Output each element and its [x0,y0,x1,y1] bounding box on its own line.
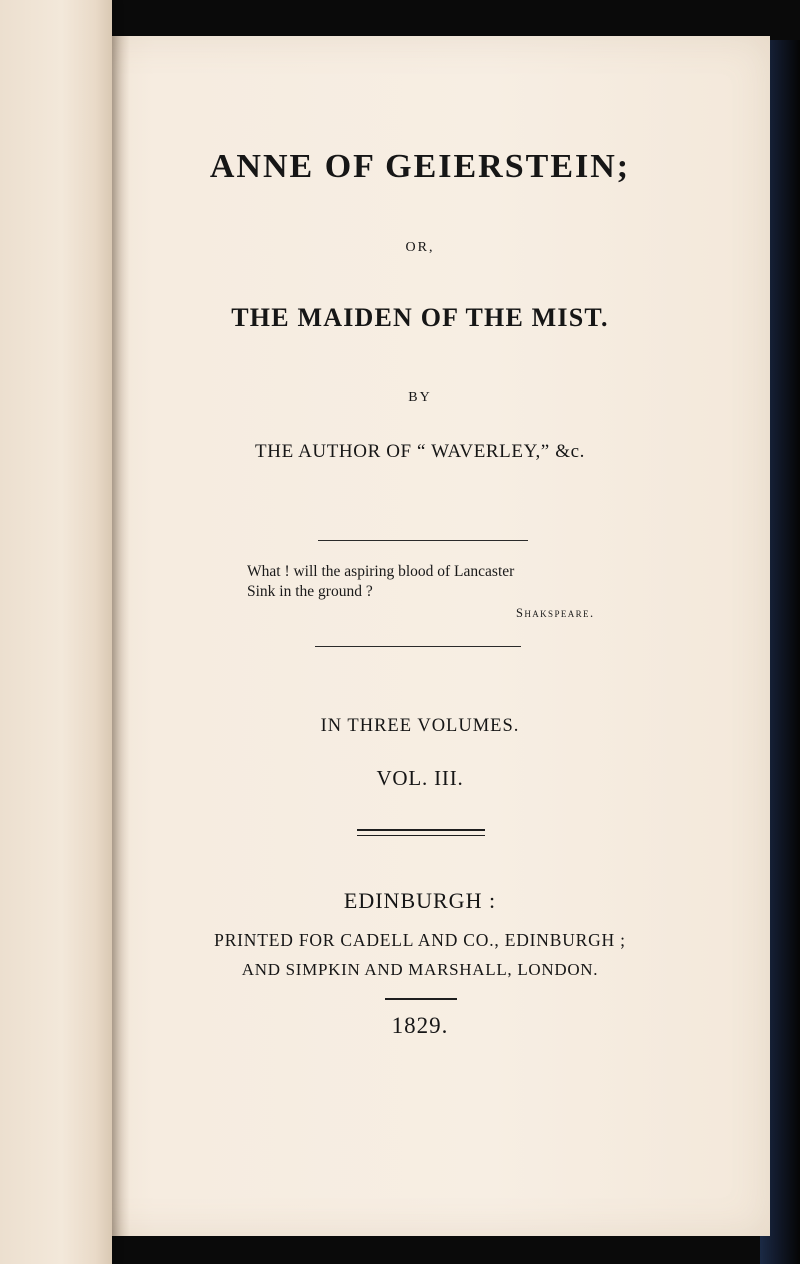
or-connector: OR, [405,240,435,255]
double-rule-bottom [357,835,485,836]
imprint-city: EDINBURGH : [343,888,497,913]
title-page [70,36,770,1236]
epigraph-line-2: Sink in the ground ? [247,583,373,600]
facing-blank-leaf [0,0,112,1264]
gutter-shadow [112,36,130,1236]
imprint-printer: PRINTED FOR CADELL AND CO., EDINBURGH ; [214,930,626,950]
publication-year: 1829. [391,1013,449,1038]
subtitle: THE MAIDEN OF THE MIST. [231,303,609,332]
main-title: ANNE OF GEIERSTEIN; [209,148,631,185]
author-line: THE AUTHOR OF “ WAVERLEY,” &c. [255,441,585,462]
rule-above-year [385,998,457,1000]
by-line: BY [408,390,432,405]
epigraph-attribution: Shakspeare. [516,606,595,620]
double-rule-top [357,829,485,831]
volume-number: VOL. III. [376,766,464,790]
volume-count: IN THREE VOLUMES. [320,716,520,736]
rule-above-epigraph [318,540,528,541]
imprint-publisher: AND SIMPKIN AND MARSHALL, LONDON. [241,960,599,979]
epigraph-line-1: What ! will the aspiring blood of Lancaster [247,563,515,580]
rule-below-epigraph [315,646,521,647]
